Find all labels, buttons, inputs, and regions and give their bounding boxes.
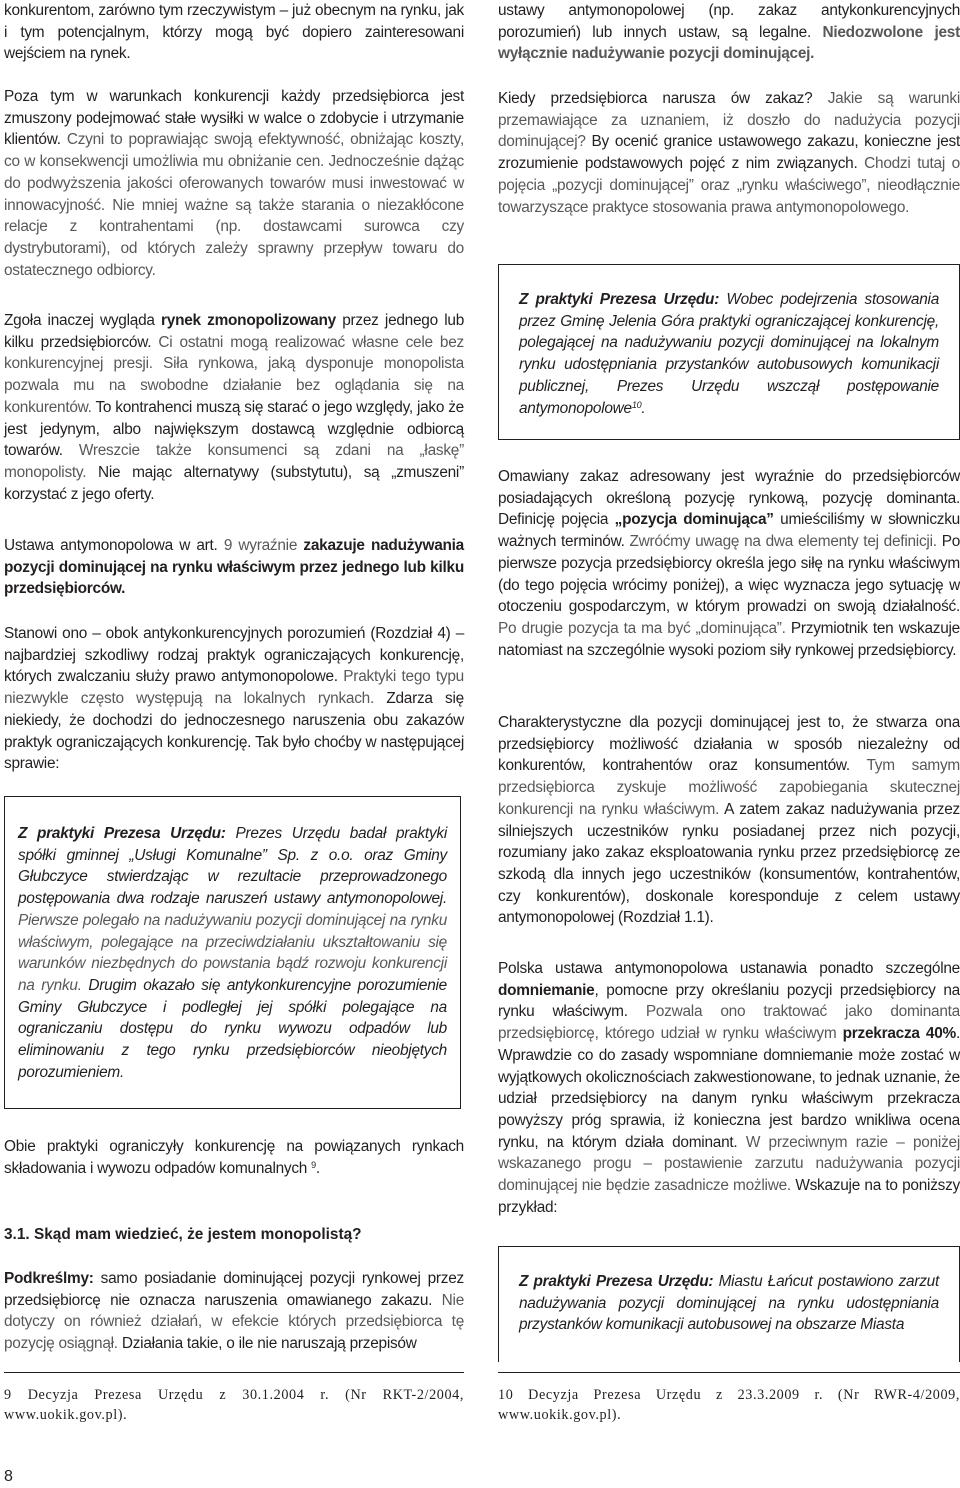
footnote: 10 Decyzja Prezesa Urzędu z 23.3.2009 r. (Nr RWR-4/2009, www.uokik.gov.pl). xyxy=(498,1387,960,1423)
paragraph: Ustawa antymonopolowa w art. 9 wyraźnie zakazuje nadużywania pozycji dominującej na rynku właściwym przez jednego lub kilku przedsiębiorców. xyxy=(4,537,464,598)
paragraph: Omawiany zakaz adresowany jest wyraźnie do przedsiębiorców posiadających określoną pozycję rynkową, pozycję dominanta. Definicję pojęcia „pozycja dominująca” umieściliśmy w słowniczku ważnych terminów. Zwróćmy uwagę na dwa elementy tej definicji. Po pierwsze pozycja przedsiębiorcy określa jego siłę na rynku właściwym (do tego pojęcia wrócimy poniżej), a więc wyznacza jego sytuację w otoczeniu gospodarczym, w którym prowadzi on swoją działalność. Po drugie pozycja ta ma być „dominująca”. Przymiotnik ten wskazuje natomiast na szczególnie wysoki poziom siły rynkowej przedsiębiorcy. xyxy=(498,468,960,659)
case-box-text: Z praktyki Prezesa Urzędu: Miastu Łańcut postawiono zarzut nadużywania pozycji dominującej na rynku udostępniania przystanków komunikacji autobusowej na obszarze Miasta xyxy=(519,1273,940,1334)
case-box xyxy=(498,1246,960,1362)
paragraph: Zgoła inaczej wygląda rynek zmonopolizowany przez jednego lub kilku przedsiębiorców. Ci ostatni mogą realizować własne cele bez konkurencyjnej presji. Siła rynkowa, jaką dysponuje monopolista pozwala mu na swobodne działanie bez oglądania się na konkurentów. To kontrahenci muszą się starać o jego względy, jako że jest jedynym, albo największym dostawcą względnie odbiorcą towarów. Wreszcie także konsumenci są zdani na „łaskę” monopolisty. Nie mając alternatywy (substytutu), są „zmuszeni” korzystać z jego oferty. xyxy=(4,312,465,503)
paragraph: Charakterystyczne dla pozycji dominującej jest to, że stwarza ona przedsiębiorcy możliwość działania w sposób niezależny od konkurentów, kontrahentów oraz konsumentów. Tym samym przedsiębiorca zyskuje możliwość zapobiegania skutecznej konkurencji na rynku właściwym. A zatem zakaz nadużywania przez silniejszych uczestników rynku posiadanej przez nich pozycji, rozumiany jako zakaz eksploatowania rynku przez przedsiębiorcę ze szkodą dla innych jego uczestników (konsumentów, kontrahentów, czy konkurentów), doskonale koresponduje z celem ustawy antymonopolowej (Rozdział 1.1). xyxy=(498,714,960,927)
paragraph: konkurentom, zarówno tym rzeczywistym – już obecnym na rynku, jak i tym potencjalnym, którzy mogą być dopiero zainteresowani wejściem na rynek. xyxy=(4,2,464,63)
page-number: 8 xyxy=(4,1468,13,1485)
paragraph: Polska ustawa antymonopolowa ustanawia ponadto szczególne domniemanie, pomocne przy określaniu pozycji przedsiębiorcy na rynku właściwym. Pozwala ono traktować jako dominanta przedsiębiorcę, którego udział w rynku właściwym przekracza 40%. Wprawdzie co do zasady wspomniane domniemanie może zostać w wyjątkowych okolicznościach zakwestionowane, to jednak uznanie, że udział przedsiębiorcy na danym rynku właściwym przekracza powyższy próg sprawia, iż konieczna jest bardzo wnikliwa ocena rynku, na którym działa dominant. W przeciwnym razie – poniżej wskazanego progu – postawienie zarzutu nadużywania pozycji dominującej nie będzie zasadnicze możliwe. Wskazuje na to poniższy przykład: xyxy=(498,960,960,1216)
section-heading: 3.1. Skąd mam wiedzieć, że jestem monopolistą? xyxy=(4,1226,362,1243)
footnote-divider xyxy=(4,1372,464,1373)
paragraph: Obie praktyki ograniczyły konkurencję na powiązanych rynkach składowania i wywozu odpadów komunalnych $^9$. xyxy=(4,1138,464,1177)
paragraph: Stanowi ono – obok antykonkurencyjnych porozumień (Rozdział 4) – najbardziej szkodliwy rodzaj praktyk ograniczających konkurencję, których zwalczaniu służy prawo antymonopolowe. Praktyki tego typu niezwykle często występują na lokalnych rynkach. Zdarza się niekiedy, że dochodzi do jednoczesnego naruszenia obu zakazów praktyk ograniczających konkurencję. Tak było choćby w następującej sprawie: xyxy=(4,625,464,773)
footnote: 9 Decyzja Prezesa Urzędu z 30.1.2004 r. (Nr RKT-2/2004, www.uokik.gov.pl). xyxy=(4,1387,464,1423)
case-box xyxy=(498,264,960,440)
paragraph: Kiedy przedsiębiorca narusza ów zakaz? Jakie są warunki przemawiające za uznaniem, iż doszło do nadużycia pozycji dominującej? By ocenić granice ustawowego zakazu, konieczne jest zrozumienie podstawowych pojęć z nim związanych. Chodzi tutaj o pojęcia „pozycji dominującej” oraz „rynku właściwego”, nieodłącznie towarzyszące praktyce stosowania prawa antymonopolowego. xyxy=(498,90,960,216)
case-box-text: Z praktyki Prezesa Urzędu: Prezes Urzędu badał praktyki spółki gminnej „Usługi Komunalne” Sp. z o.o. oraz Gminy Głubczyce stwierdzając w rezultacie przeprowadzonego postępowania dwa rodzaje naruszeń ustawy antymonopolowej. Pierwsze polegało na nadużywaniu pozycji dominującej na rynku właściwym, polegające na przeciwdziałaniu ukształtowaniu się warunków niezbędnych do powstania bądź rozwoju konkurencji na rynku. Drugim okazało się antykonkurencyjne porozumienie Gminy Głubczyce i podległej jej spółki polegające na ograniczaniu dostępu do rynku wywozu odpadów lub eliminowaniu z tego rynku przedsiębiorców nieobjętych porozumieniem. xyxy=(18,825,447,1081)
case-box xyxy=(4,796,461,1109)
paragraph: ustawy antymonopolowej (np. zakaz antykonkurencyjnych porozumień) lub innych ustaw, są legalne. Niedozwolone jest wyłącznie nadużywanie pozycji dominującej. xyxy=(498,2,960,63)
case-box-text: Z praktyki Prezesa Urzędu: Wobec podejrzenia stosowania przez Gminę Jelenia Góra praktyki ograniczającej konkurencję, polegającej na nadużywaniu pozycji dominującej na lokalnym rynku udostępniania przystanków autobusowych komunikacji publicznej, Prezes Urzędu wszczął postępowanie antymonopolowe$^{10}$. xyxy=(519,291,939,417)
paragraph: Poza tym w warunkach konkurencji każdy przedsiębiorca jest zmuszony podejmować stałe wysiłki w walce o zdobycie i utrzymanie klientów. Czyni to poprawiając swoją efektywność, obniżając koszty, co w konsekwencji umożliwia mu obniżanie cen. Jednocześnie dążąc do podwyższenia jakości oferowanych towarów musi inwestować w innowacyjność. Nie mniej ważne są także starania o niezakłócone relacje z kontrahentami (np. dostawcami surowca czy dystrybutorami), od których zależy sprawny przepływ towaru do ostatecznego odbiorcy. xyxy=(4,88,464,279)
paragraph: Podkreślmy: samo posiadanie dominującej pozycji rynkowej przez przedsiębiorcę nie oznacza naruszenia omawianego zakazu. Nie dotyczy on również działań, w efekcie których przedsiębiorca tę pozycję osiągnął. Działania takie, o ile nie naruszają przepisów xyxy=(4,1270,464,1353)
footnote-divider xyxy=(498,1372,960,1373)
